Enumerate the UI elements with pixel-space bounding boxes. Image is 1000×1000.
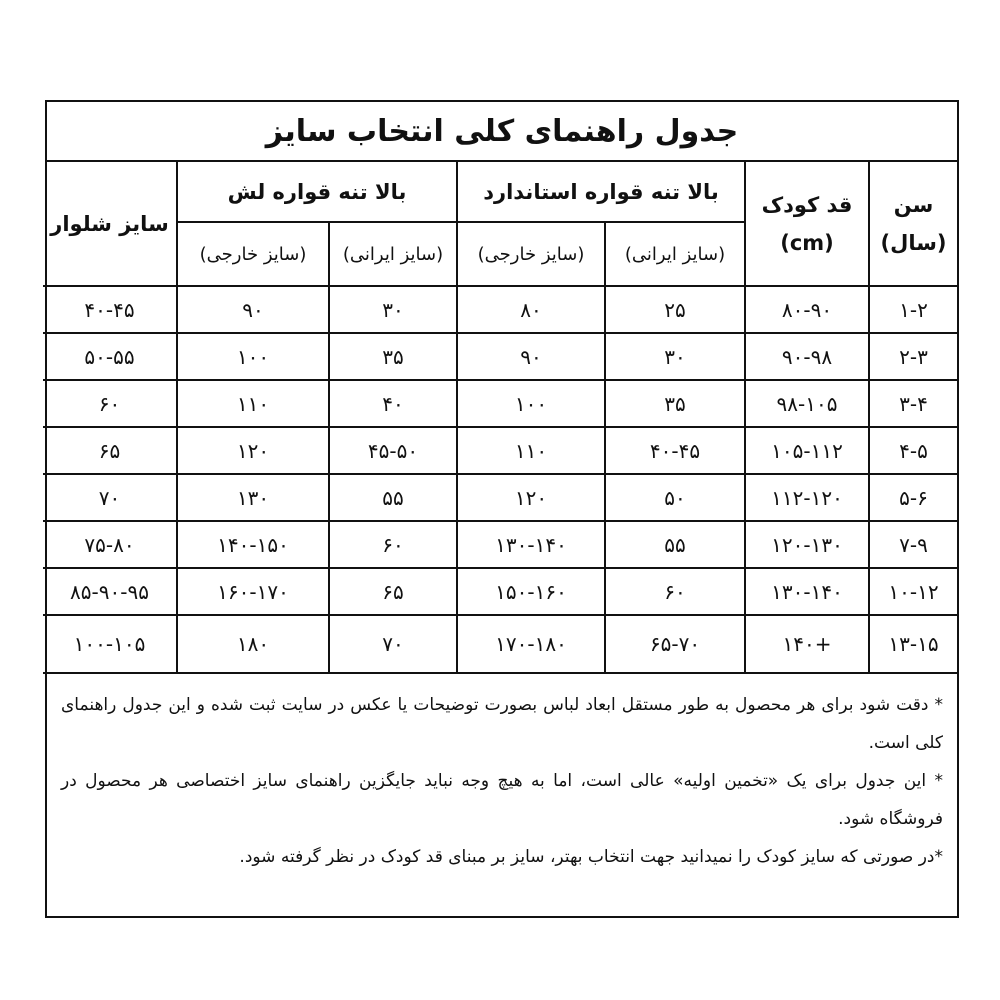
height-cell: ۸۰-۹۰ [745, 286, 869, 333]
table-row [43, 427, 957, 474]
loose-iranian-cell: ۶۰ [329, 521, 457, 568]
loose-foreign-cell: ۱۲۰ [177, 427, 329, 474]
age-cell: ۴-۵ [869, 427, 957, 474]
loose-foreign-cell: ۱۳۰ [177, 474, 329, 521]
loose-foreign-cell: ۱۱۰ [177, 380, 329, 427]
age-cell: ۵-۶ [869, 474, 957, 521]
standard-foreign-cell: ۱۳۰-۱۴۰ [457, 521, 605, 568]
height-cell: ۹۸-۱۰۵ [745, 380, 869, 427]
table-row [43, 333, 957, 380]
pants-cell: ۶۵ [43, 427, 177, 474]
age-cell: ۲-۳ [869, 333, 957, 380]
age-label: سن [893, 192, 934, 217]
loose-iranian-cell: ۵۵ [329, 474, 457, 521]
table-row [43, 568, 957, 615]
table-row [43, 286, 957, 333]
height-label: قد کودک [761, 192, 853, 217]
height-header [745, 162, 869, 286]
table-row [43, 615, 957, 673]
loose-iranian-cell: ۴۰ [329, 380, 457, 427]
pants-cell: ۱۰۰-۱۰۵ [43, 615, 177, 673]
pants-header: سایز شلوار [43, 162, 177, 286]
loose-foreign-cell: ۹۰ [177, 286, 329, 333]
standard-iranian-cell: ۴۰-۴۵ [605, 427, 745, 474]
loose-foreign-cell: ۱۰۰ [177, 333, 329, 380]
height-cell: ۱۱۲-۱۲۰ [745, 474, 869, 521]
height-cell: ۱۰۵-۱۱۲ [745, 427, 869, 474]
standard-foreign-cell: ۱۲۰ [457, 474, 605, 521]
standard-iranian-cell: ۲۵ [605, 286, 745, 333]
age-unit: (سال) [880, 230, 947, 255]
loose-foreign-cell: ۱۴۰-۱۵۰ [177, 521, 329, 568]
standard-foreign-cell: ۱۰۰ [457, 380, 605, 427]
standard-iranian-cell: ۶۰ [605, 568, 745, 615]
age-cell: ۷-۹ [869, 521, 957, 568]
height-cell: ۱۲۰-۱۳۰ [745, 521, 869, 568]
pants-cell: ۷۰ [43, 474, 177, 521]
height-unit: (cm) [780, 230, 834, 255]
loose-iranian-header: (سایز ایرانی) [329, 222, 457, 286]
height-cell: +۱۴۰ [745, 615, 869, 673]
note-item: * دقت شود برای هر محصول به طور مستقل ابعاد لباس بصورت توضیحات یا عکس در سایت ثبت شده و این جدول راهنمای کلی است. [61, 695, 943, 753]
standard-iranian-cell: ۶۵-۷۰ [605, 615, 745, 673]
height-cell: ۹۰-۹۸ [745, 333, 869, 380]
standard-foreign-header: (سایز خارجی) [457, 222, 605, 286]
size-table-body [43, 286, 957, 673]
standard-iranian-cell: ۳۰ [605, 333, 745, 380]
standard-foreign-cell: ۱۷۰-۱۸۰ [457, 615, 605, 673]
age-cell: ۱۰-۱۲ [869, 568, 957, 615]
size-table [43, 162, 957, 674]
standard-foreign-cell: ۸۰ [457, 286, 605, 333]
size-guide-card [45, 100, 959, 918]
loose-foreign-cell: ۱۸۰ [177, 615, 329, 673]
standard-foreign-cell: ۹۰ [457, 333, 605, 380]
loose-iranian-cell: ۳۵ [329, 333, 457, 380]
notes-section [47, 674, 957, 876]
standard-top-header: بالا تنه قواره استاندارد [457, 162, 745, 222]
standard-iranian-header: (سایز ایرانی) [605, 222, 745, 286]
note-item: *در صورتی که سایز کودک را نمیدانید جهت انتخاب بهتر، سایز بر مبنای قد کودک در نظر گرفته شود. [239, 847, 943, 867]
note-item: * این جدول برای یک «تخمین اولیه» عالی است، اما به هیچ وجه نباید جایگزین راهنمای سایز اختصاصی هر محصول در فروشگاه شود. [61, 771, 943, 829]
pants-cell: ۶۰ [43, 380, 177, 427]
standard-iranian-cell: ۵۵ [605, 521, 745, 568]
age-header [869, 162, 957, 286]
age-cell: ۱۳-۱۵ [869, 615, 957, 673]
table-row [43, 474, 957, 521]
page-title: جدول راهنمای کلی انتخاب سایز [47, 102, 957, 162]
table-row [43, 521, 957, 568]
pants-cell: ۴۰-۴۵ [43, 286, 177, 333]
height-cell: ۱۳۰-۱۴۰ [745, 568, 869, 615]
loose-iranian-cell: ۶۵ [329, 568, 457, 615]
standard-foreign-cell: ۱۱۰ [457, 427, 605, 474]
standard-iranian-cell: ۵۰ [605, 474, 745, 521]
pants-cell: ۵۰-۵۵ [43, 333, 177, 380]
age-cell: ۱-۲ [869, 286, 957, 333]
pants-cell: ۸۵-۹۰-۹۵ [43, 568, 177, 615]
standard-foreign-cell: ۱۵۰-۱۶۰ [457, 568, 605, 615]
loose-iranian-cell: ۳۰ [329, 286, 457, 333]
age-cell: ۳-۴ [869, 380, 957, 427]
loose-foreign-header: (سایز خارجی) [177, 222, 329, 286]
loose-iranian-cell: ۷۰ [329, 615, 457, 673]
pants-cell: ۷۵-۸۰ [43, 521, 177, 568]
loose-top-header: بالا تنه قواره لش [177, 162, 457, 222]
standard-iranian-cell: ۳۵ [605, 380, 745, 427]
loose-iranian-cell: ۴۵-۵۰ [329, 427, 457, 474]
loose-foreign-cell: ۱۶۰-۱۷۰ [177, 568, 329, 615]
table-row [43, 380, 957, 427]
